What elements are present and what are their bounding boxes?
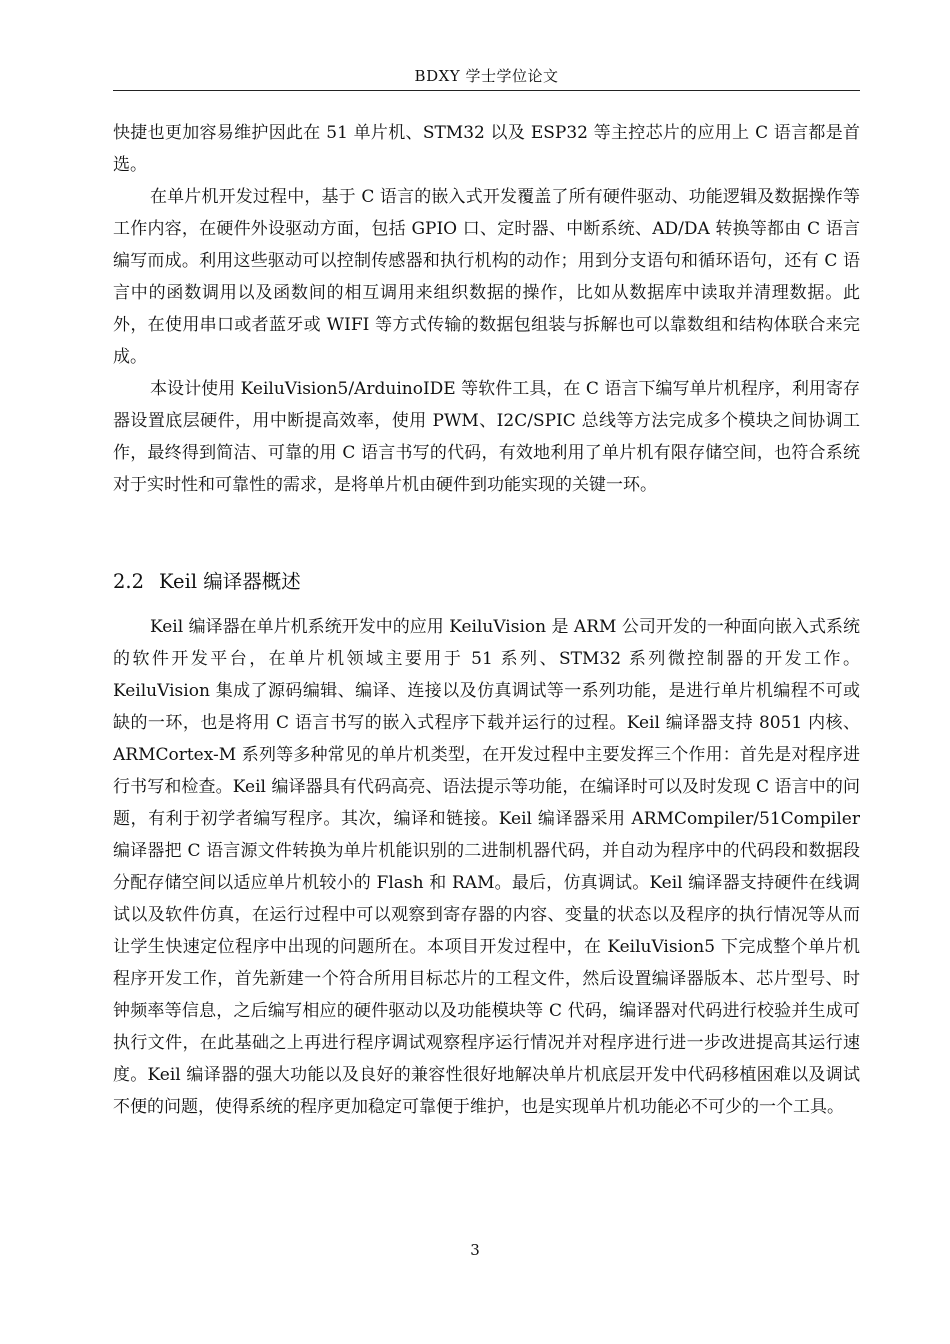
section-title: Keil 编译器概述 — [159, 570, 301, 593]
section-heading — [113, 567, 301, 597]
paragraph-c-language-development: 在单片机开发过程中，基于 C 语言的嵌入式开发覆盖了所有硬件驱动、功能逻辑及数据操作等工作内容，在硬件外设驱动方面，包括 GPIO 口、定时器、中断系统、AD/DA 转换等都由 C 语言编写而成。利用这些驱动可以控制传感器和执行机构的动作；用到分支语句和循环语句，还有 C 语言中的函数调用以及函数间的相互调用来组织数据的操作，比如从数据库中读取并清理数据。此外，在使用串口或者蓝牙或 WIFI 等方式传输的数据包组装与拆解也可以靠数组和结构体联合来完成。 — [113, 187, 860, 367]
body-text-top — [113, 117, 860, 501]
body-text-section-2-2 — [113, 611, 860, 1123]
section-number: 2.2 — [113, 570, 145, 593]
paragraph-keil-overview: Keil 编译器在单片机系统开发中的应用 KeiluVision 是 ARM 公司开发的一种面向嵌入式系统的软件开发平台，在单片机领域主要用于 51 系列、STM32 系列微控制器的开发工作。KeiluVision 集成了源码编辑、编译、连接以及仿真调试等一系列功能，是进行单片机编程不可或缺的一环，也是将用 C 语言书写的嵌入式程序下载并运行的过程。Keil 编译器支持 8051 内核、ARMCortex-M 系列等多种常见的单片机类型，在开发过程中主要发挥三个作用：首先是对程序进行书写和检查。Keil 编译器具有代码高亮、语法提示等功能，在编译时可以及时发现 C 语言中的问题，有利于初学者编写程序。其次，编译和链接。Keil 编译器采用 ARMCompiler/51Compiler 编译器把 C 语言源文件转换为单片机能识别的二进制机器代码，并自动为程序中的代码段和数据段分配存储空间以适应单片机较小的 Flash 和 RAM。最后，仿真调试。Keil 编译器支持硬件在线调试以及软件仿真，在运行过程中可以观察到寄存器的内容、变量的状态以及程序的执行情况等从而让学生快速定位程序中出现的问题所在。本项目开发过程中，在 KeiluVision5 下完成整个单片机程序开发工作，首先新建一个符合所用目标芯片的工程文件，然后设置编译器版本、芯片型号、时钟频率等信息，之后编写相应的硬件驱动以及功能模块等 C 代码，编译器对代码进行校验并生成可执行文件，在此基础之上再进行程序调试观察程序运行情况并对程序进行进一步改进提高其运行速度。Keil 编译器的强大功能以及良好的兼容性很好地解决单片机底层开发中代码移植困难以及调试不便的问题，使得系统的程序更加稳定可靠便于维护，也是实现单片机功能必不可少的一个工具。 — [113, 617, 860, 1117]
page-number: 3 — [470, 1241, 480, 1259]
header-rule — [113, 90, 860, 91]
paragraph-continuation: 快捷也更加容易维护因此在 51 单片机、STM32 以及 ESP32 等主控芯片的应用上 C 语言都是首选。 — [113, 123, 860, 175]
paragraph-design-tools: 本设计使用 KeiluVision5/ArduinoIDE 等软件工具，在 C 语言下编写单片机程序，利用寄存器设置底层硬件，用中断提高效率，使用 PWM、I2C/SPIC 总线等方法完成多个模块之间协调工作，最终得到简洁、可靠的用 C 语言书写的代码，有效地利用了单片机有限存储空间，也符合系统对于实时性和可靠性的需求，是将单片机由硬件到功能实现的关键一环。 — [113, 379, 860, 495]
running-header: BDXY 学士学位论文 — [414, 67, 559, 85]
